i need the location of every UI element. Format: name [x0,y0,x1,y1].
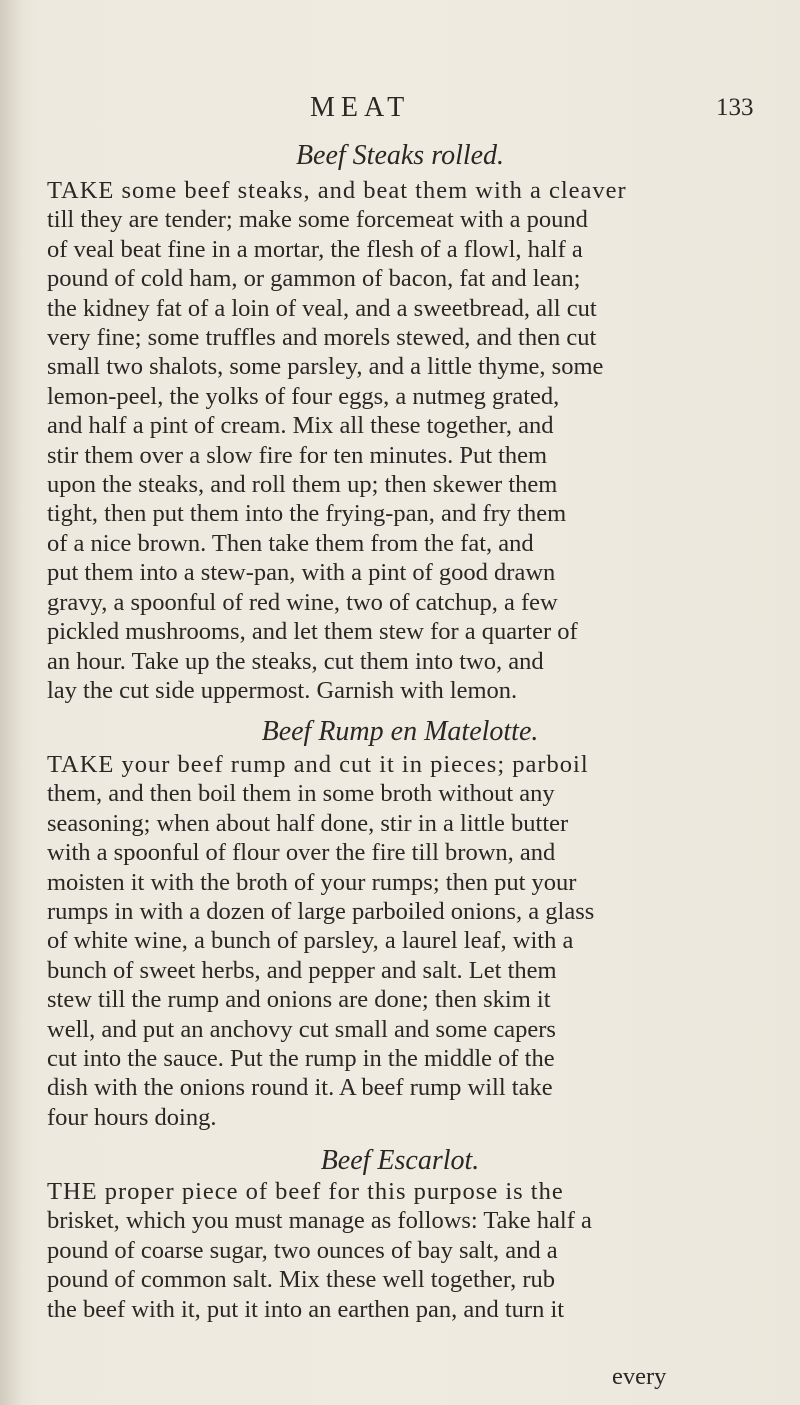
recipe-line: bunch of sweet herbs, and pepper and salt. Let them [47,956,557,984]
recipe-line: of white wine, a bunch of parsley, a laurel leaf, with a [47,927,574,955]
recipe-line: pound of cold ham, or gammon of bacon, fat and lean; [47,265,581,293]
recipe-title: Beef Steaks rolled. [295,140,505,171]
recipe-line: four hours doing. [47,1103,217,1131]
recipe-line: THE proper piece of beef for this purpose is the [47,1178,564,1205]
running-head-title: MEAT [310,92,411,123]
recipe-line: well, and put an anchovy cut small and some capers [47,1015,556,1043]
recipe-line: TAKE your beef rump and cut it in pieces; parboil [47,751,589,778]
recipe-line: moisten it with the broth of your rumps; then put your [47,868,577,896]
recipe-text [47,750,594,1132]
page-gutter-shadow [0,0,22,1405]
recipe-line: of a nice brown. Then take them from the fat, and [47,529,534,557]
recipe-line: the kidney fat of a loin of veal, and a sweetbread, all cut [47,294,597,322]
recipe-line: till they are tender; make some forcemeat with a pound [47,206,588,234]
recipe-line: lay the cut side uppermost. Garnish with lemon. [47,676,518,704]
running-head [0,92,800,132]
recipe-line: rumps in with a dozen of large parboiled onions, a glass [47,898,595,926]
recipe-line: of veal beat fine in a mortar, the flesh of a flowl, half a [47,235,583,263]
recipe-line: seasoning; when about half done, stir in a little butter [47,809,569,837]
recipe-line: stew till the rump and onions are done; then skim it [47,986,551,1014]
catchword: every [612,1363,667,1390]
recipe-line: TAKE some beef steaks, and beat them with a cleaver [47,177,627,204]
recipe-line: gravy, a spoonful of red wine, two of catchup, a few [47,588,558,616]
recipe-line: lemon-peel, the yolks of four eggs, a nutmeg grated, [47,382,560,410]
recipe-line: very fine; some truffles and morels stewed, and then cut [47,324,597,352]
recipe-line: an hour. Take up the steaks, cut them into two, and [47,647,544,675]
recipe-line: them, and then boil them in some broth without any [47,780,555,808]
recipe-line: pound of coarse sugar, two ounces of bay salt, and a [47,1236,558,1264]
recipe-line: with a spoonful of flour over the fire till brown, and [47,839,556,867]
recipe-title: Beef Escarlot. [320,1145,480,1176]
recipe-line: upon the steaks, and roll them up; then skewer them [47,471,558,499]
recipe-line: cut into the sauce. Put the rump in the middle of the [47,1045,555,1073]
recipe-line: dish with the onions round it. A beef rump will take [47,1074,553,1102]
recipe-title: Beef Rump en Matelotte. [261,716,539,747]
recipe-line: pickled mushrooms, and let them stew for a quarter of [47,618,578,646]
recipe-text [47,1177,592,1324]
recipe-line: put them into a stew-pan, with a pint of good drawn [47,559,556,587]
recipe-line: pound of common salt. Mix these well together, rub [47,1266,555,1294]
recipe-line: brisket, which you must manage as follows: Take half a [47,1207,592,1235]
recipe-line: the beef with it, put it into an earthen pan, and turn it [47,1295,565,1323]
page-number: 133 [716,94,754,121]
recipe-line: stir them over a slow fire for ten minutes. Put them [47,441,548,469]
recipe-line: and half a pint of cream. Mix all these together, and [47,412,554,440]
recipe-line: tight, then put them into the frying-pan, and fry them [47,500,567,528]
recipe-line: small two shalots, some parsley, and a little thyme, some [47,353,604,381]
recipe-text [47,176,627,705]
